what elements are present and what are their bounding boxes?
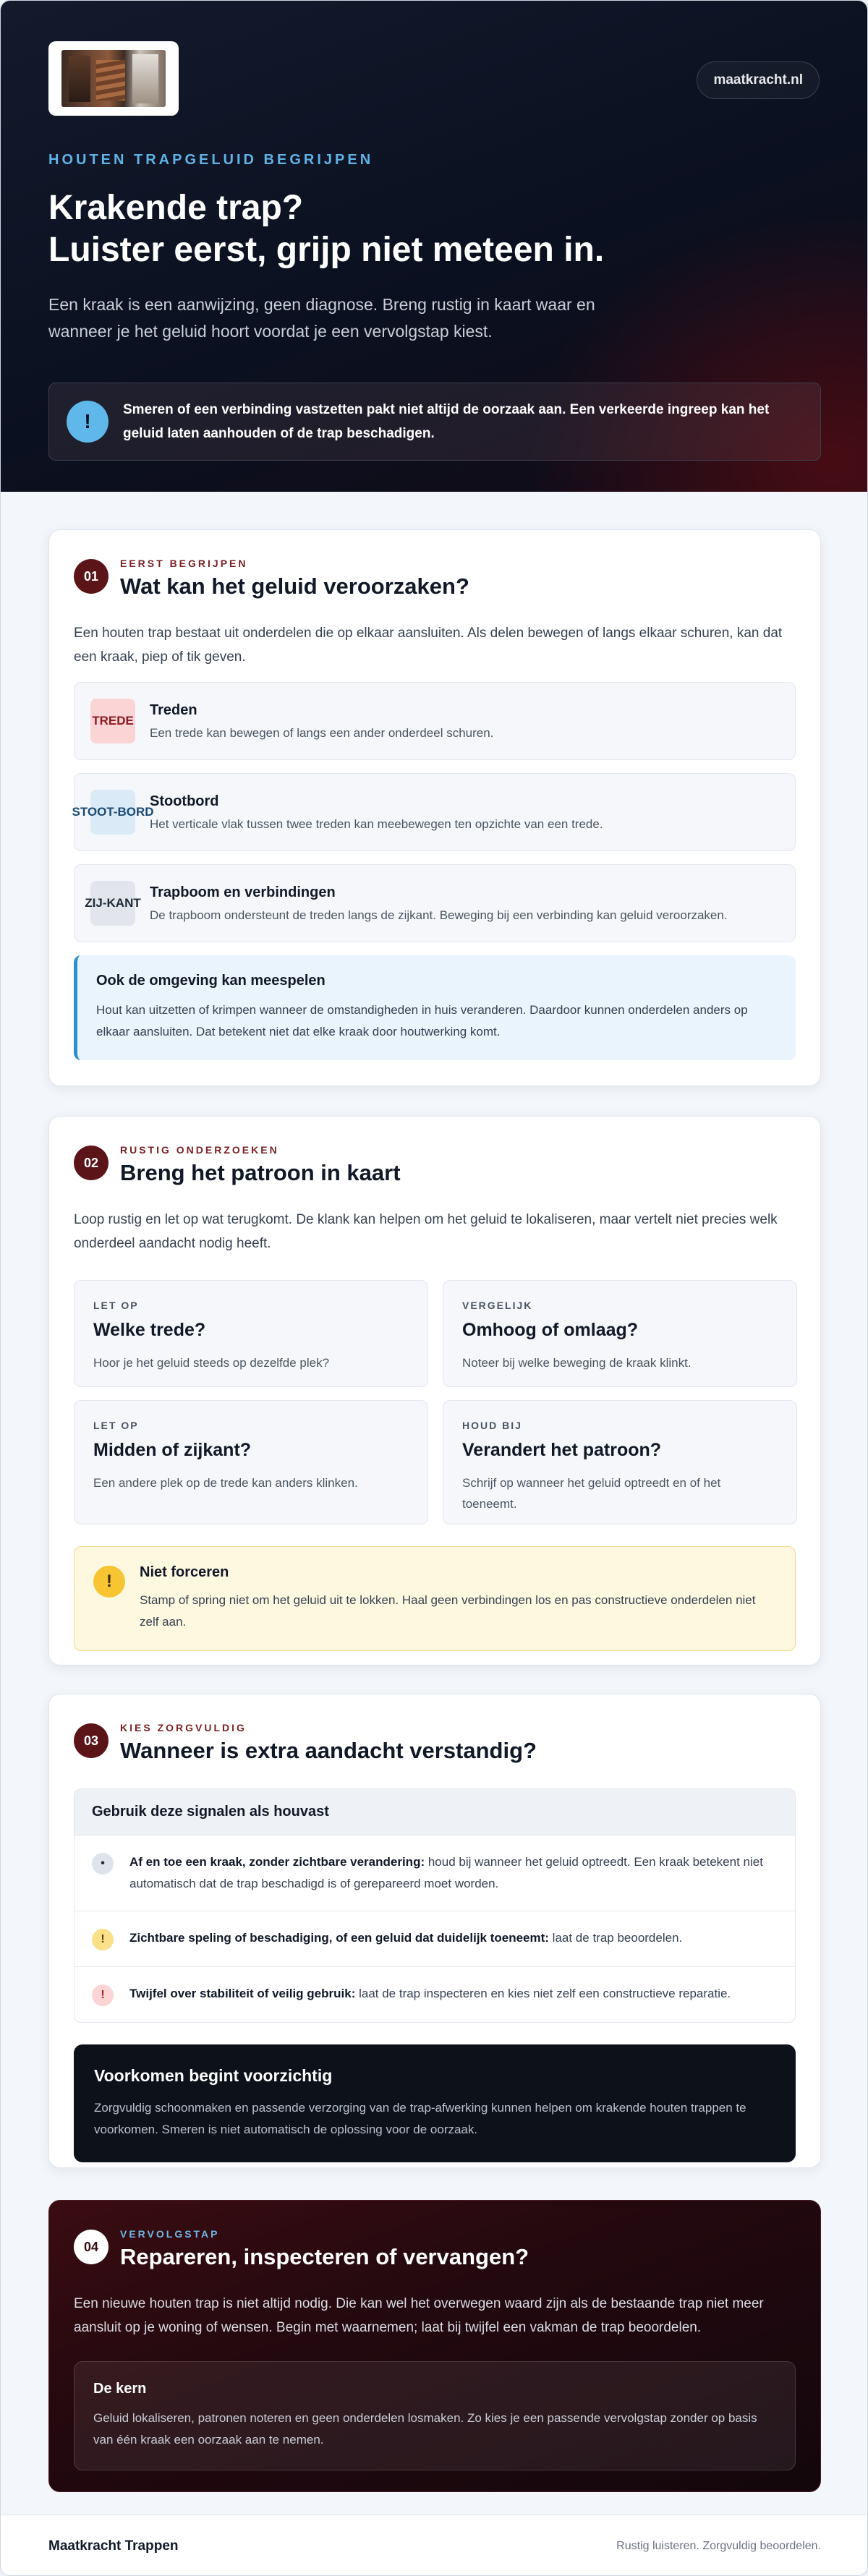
section-title: Wat kan het geluid veroorzaken?: [120, 573, 469, 599]
domain-link[interactable]: maatkracht.nl: [697, 61, 820, 99]
section-header: [74, 1144, 796, 1186]
signals-list: [74, 1788, 796, 2023]
section-title: Wanneer is extra aandacht verstandig?: [120, 1738, 537, 1763]
section-intro: Een nieuwe houten trap is niet altijd nodig. Die kan wel het overwegen waard zijn als de bestaande trap niet meer aansluit op je woning of wensen. Begin met waarnemen; laat bij twijfel een vakman de trap beoordelen.: [74, 2296, 764, 2335]
part-title: Stootbord: [150, 793, 219, 809]
signal-bold: Af en toe een kraak, zonder zichtbare verandering:: [129, 1855, 425, 1869]
section-header: [74, 558, 796, 600]
check-eyebrow: HOUD BIJ: [462, 1420, 522, 1431]
kern-title: De kern: [93, 2381, 147, 2397]
signal-text: [129, 1851, 778, 1895]
section-causes: [48, 529, 821, 1086]
part-desc: Een trede kan bewegen of langs een ander onderdeel schuren.: [150, 725, 494, 740]
part-desc: De trapboom ondersteunt de treden langs de zijkant. Beweging bij een verbinding kan geluid veroorzaken.: [150, 908, 728, 922]
section-eyebrow: EERST BEGRIJPEN: [120, 558, 248, 569]
part-trapboom: [74, 864, 796, 942]
section-number: 01: [74, 559, 109, 594]
check-card: [443, 1280, 797, 1387]
page-title: [48, 187, 820, 271]
badge-line: KANT: [106, 896, 141, 910]
signal-row: [75, 1911, 795, 1967]
no-force-callout: [74, 1546, 796, 1651]
dot-icon: •: [92, 1853, 114, 1875]
hero-warning: [48, 383, 821, 461]
part-treden: [74, 682, 796, 760]
check-eyebrow: LET OP: [93, 1300, 139, 1311]
signal-bold: Twijfel over stabiliteit of veilig gebruik:: [129, 1987, 356, 2000]
section-pattern: [48, 1116, 821, 1666]
signal-text: [129, 1983, 731, 2005]
section-attention: [48, 1694, 821, 2168]
footer-brand: Maatkracht Trappen: [48, 2538, 179, 2554]
check-title: Verandert het patroon?: [462, 1440, 662, 1460]
check-title: Welke trede?: [93, 1320, 206, 1340]
check-grid: [74, 1280, 796, 1524]
check-title: Omhoog of omlaag?: [462, 1320, 639, 1340]
badge-line: ZIJ-: [85, 896, 107, 910]
check-card: [74, 1280, 428, 1387]
hero-warning-text: Smeren of een verbinding vastzetten pakt niet altijd de oorzaak aan. Een verkeerde ingreep kan het geluid laten aanhouden of de trap beschadigen.: [123, 402, 770, 441]
title-line-1: Krakende trap?: [48, 189, 304, 227]
warning-icon: !: [92, 1929, 114, 1950]
callout-title: Niet forceren: [140, 1564, 229, 1580]
hero-intro: Een kraak is een aanwijzing, geen diagnose. Breng rustig in kaart waar en wanneer je het geluid hoort voordat je een vervolgstap kiest.: [48, 295, 595, 341]
zijkant-badge: [85, 881, 141, 926]
alert-icon: !: [92, 1984, 114, 2006]
check-title: Midden of zijkant?: [93, 1440, 252, 1460]
signal-row: [75, 1967, 795, 2022]
section-header: [74, 1722, 796, 1764]
section-intro: Een houten trap bestaat uit onderdelen die op elkaar aansluiten. Als delen bewegen of langs elkaar schuren, kan dat een kraak, piep of tik geven.: [74, 626, 783, 665]
section-eyebrow: VERVOLGSTAP: [120, 2228, 220, 2240]
hero-top: [48, 41, 820, 116]
logo-image: [48, 41, 179, 116]
section-number: 03: [74, 1723, 109, 1758]
signal-rest: houd bij wanneer het geluid optreedt. Een kraak betekent niet automatisch dat de trap beschadigd is of gerepareerd moet worden.: [129, 1855, 763, 1890]
kern-text: Geluid lokaliseren, patronen noteren en geen onderdelen losmaken. Zo kies je een passende vervolgstap zonder op basis van één kraak een oorzaak aan te nemen.: [93, 2411, 757, 2447]
kern-box: [74, 2361, 796, 2470]
badge-line: BORD: [117, 805, 154, 819]
signal-rest: laat de trap beoordelen.: [548, 1931, 683, 1945]
hero-eyebrow: HOUTEN TRAPGELUID BEGRIJPEN: [48, 152, 374, 168]
warning-icon: !: [93, 1566, 125, 1598]
title-line-2: Luister eerst, grijp niet meteen in.: [48, 231, 605, 269]
check-eyebrow: VERGELIJK: [462, 1300, 533, 1311]
section-eyebrow: KIES ZORGVULDIG: [120, 1722, 247, 1733]
callout-text: Stamp of spring niet om het geluid uit te lokken. Haal geen verbindingen los en pas constructieve onderdelen niet zelf aan.: [140, 1593, 756, 1629]
check-desc: Een andere plek op de trede kan anders klinken.: [93, 1476, 358, 1490]
section-intro: Loop rustig en let op wat terugkomt. De klank kan helpen om het geluid te lokaliseren, maar vertelt niet precies welk onderdeel aandacht nodig heeft.: [74, 1212, 778, 1251]
part-stootbord: [74, 773, 796, 851]
footer-tagline: Rustig luisteren. Zorgvuldig beoordelen.: [616, 2539, 821, 2552]
section-title: Breng het patroon in kaart: [120, 1160, 401, 1185]
prevention-box: [74, 2044, 796, 2162]
check-desc: Hoor je het geluid steeds op dezelfde plek?: [93, 1356, 330, 1370]
prevention-text: Zorgvuldig schoonmaken en passende verzorging van de trap-afwerking kunnen helpen om krakende houten trappen te voorkomen. Smeren is niet automatisch de oplossing voor de oorzaak.: [94, 2101, 746, 2136]
badge-line: STOOT-: [72, 805, 118, 819]
signal-row: [75, 1835, 795, 1911]
warning-icon: !: [67, 401, 109, 443]
callout-title: Ook de omgeving kan meespelen: [96, 973, 326, 989]
check-card: [443, 1400, 797, 1524]
check-desc: Schrijf op wanneer het geluid optreedt en of het toeneemt.: [462, 1476, 721, 1511]
section-next-step: [48, 2200, 821, 2492]
footer: [1, 2515, 868, 2576]
signal-text: [129, 1927, 682, 1949]
part-desc: Het verticale vlak tussen twee treden kan meebewegen ten opzichte van een trede.: [150, 816, 603, 831]
check-card: [74, 1400, 428, 1524]
signals-header: Gebruik deze signalen als houvast: [75, 1789, 795, 1835]
check-eyebrow: LET OP: [93, 1420, 139, 1431]
prevention-title: Voorkomen begint voorzichtig: [94, 2066, 333, 2085]
environment-callout: [74, 955, 796, 1060]
callout-text: Hout kan uitzetten of krimpen wanneer de omstandigheden in huis veranderen. Daardoor kunnen onderdelen anders op elkaar aansluiten. Dat betekent niet dat elke kraak door houtwerking komt.: [96, 1003, 748, 1038]
section-number: 02: [74, 1146, 109, 1180]
part-title: Treden: [150, 701, 197, 718]
section-eyebrow: RUSTIG ONDERZOEKEN: [120, 1144, 279, 1156]
trede-badge: TREDE: [90, 699, 135, 743]
stootbord-badge: [72, 790, 154, 835]
section-title: Repareren, inspecteren of vervangen?: [120, 2244, 529, 2269]
signal-rest: laat de trap inspecteren en kies niet zelf een constructieve reparatie.: [355, 1987, 731, 2000]
staircase-photo: [61, 50, 166, 107]
section-number: 04: [74, 2230, 109, 2264]
hero: [1, 1, 867, 492]
check-desc: Noteer bij welke beweging de kraak klinkt.: [462, 1356, 692, 1370]
section-header: [74, 2228, 796, 2270]
part-title: Trapboom en verbindingen: [150, 884, 336, 900]
signal-bold: Zichtbare speling of beschadiging, of een geluid dat duidelijk toeneemt:: [129, 1931, 549, 1945]
